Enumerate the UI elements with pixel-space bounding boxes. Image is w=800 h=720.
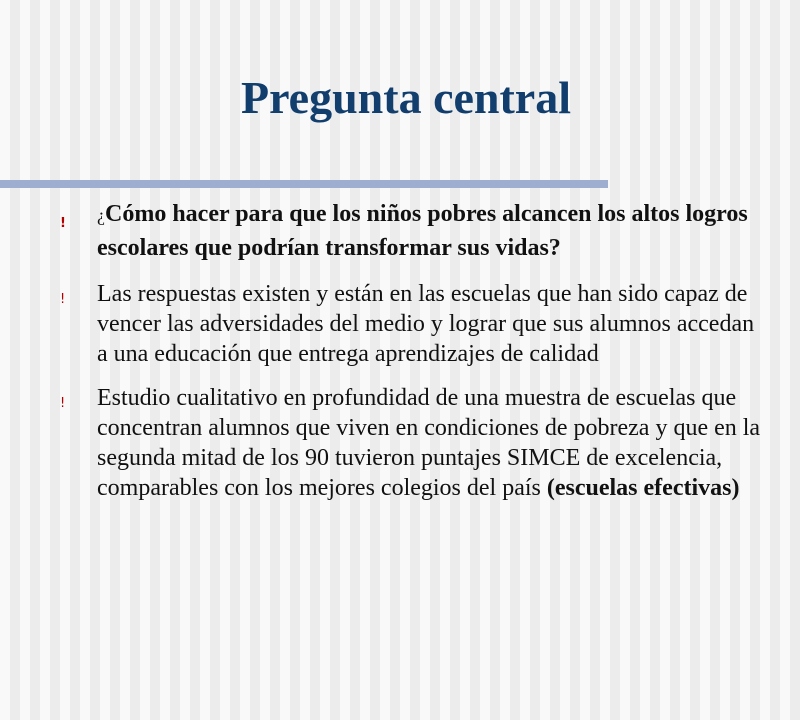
inverted-question-mark: ¿ [97, 205, 105, 225]
bullet-study [0, 383, 800, 503]
bullet-marker-icon: ! [60, 292, 66, 307]
bullet-text: Las respuestas existen y están en las escuelas que han sido capaz de vencer las adversidades del medio y lograr que sus alumnos accedan a una educación que entrega aprendizajes de calidad [97, 281, 755, 367]
bullet-answers [0, 279, 800, 369]
bullet-text: Cómo hacer para que los niños pobres alcancen los altos logros escolares que podrían transformar sus vidas? [97, 201, 748, 261]
bullet-marker-icon: ! [60, 216, 66, 231]
bullet-central-question [0, 198, 800, 265]
bullet-marker-icon: ! [60, 396, 66, 411]
slide-title: Pregunta central [240, 72, 572, 123]
title-divider [0, 180, 608, 188]
bullet-text: Estudio cualitativo en profundidad de una muestra de escuelas que concentran alumnos que viven en condiciones de pobreza y que en la segunda mitad de los 90 tuvieron puntajes SIMCE de excelencia, comparables con los mejores colegios del país [97, 385, 761, 501]
bullet-emphasis: (escuelas efectivas) [546, 475, 740, 501]
bullet-list [0, 198, 800, 503]
